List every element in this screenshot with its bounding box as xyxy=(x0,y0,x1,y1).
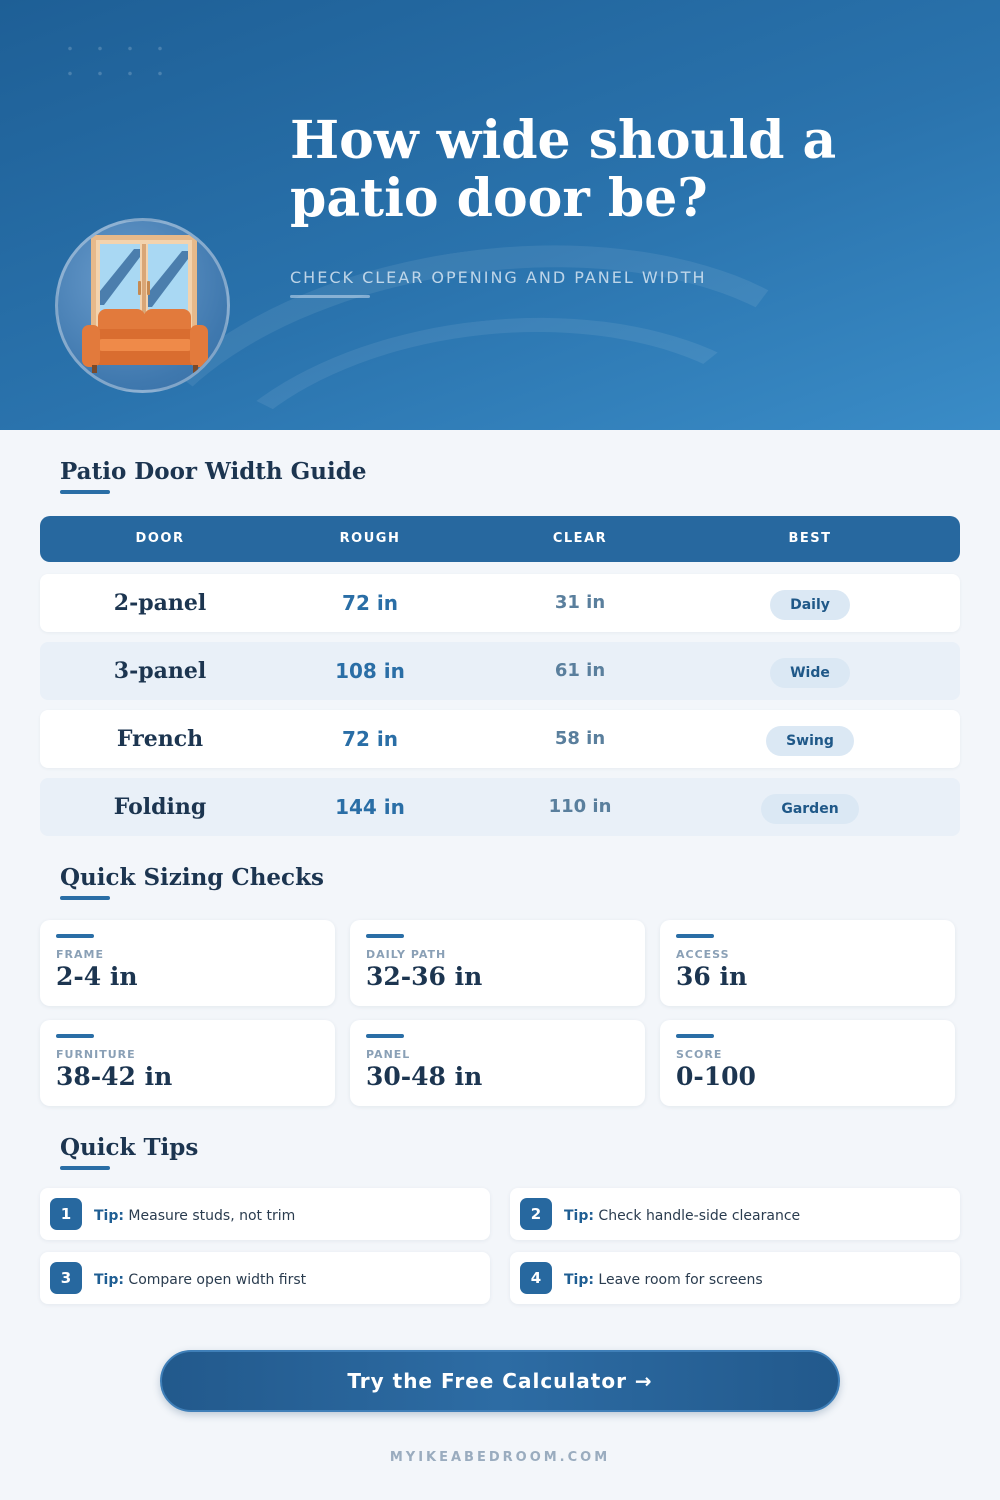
page-title: How wide should a patio door be? xyxy=(290,110,837,229)
section-underline xyxy=(60,490,110,494)
card-accent-bar xyxy=(56,934,94,938)
tip-prefix: Tip: xyxy=(94,1272,124,1288)
column-header-door: DOOR xyxy=(135,531,185,546)
check-value: 0-100 xyxy=(676,1062,756,1091)
clear-width: 58 in xyxy=(554,728,606,749)
tip-number-badge: 4 xyxy=(520,1262,552,1294)
footer-site-name: MYIKEABEDROOM.COM xyxy=(389,1450,611,1465)
card-accent-bar xyxy=(56,1034,94,1038)
sizing-check-card xyxy=(40,1020,335,1106)
column-header-clear: CLEAR xyxy=(552,531,608,546)
tip-prefix: Tip: xyxy=(94,1208,124,1224)
clear-width: 110 in xyxy=(548,796,612,817)
card-accent-bar xyxy=(676,1034,714,1038)
card-accent-bar xyxy=(366,1034,404,1038)
best-for-badge: Daily xyxy=(770,590,850,620)
tip-text: Leave room for screens xyxy=(598,1272,763,1288)
door-type: Folding xyxy=(113,794,207,820)
check-value: 38-42 in xyxy=(56,1062,173,1091)
tip-prefix: Tip: xyxy=(564,1208,594,1224)
subtitle-underline xyxy=(290,295,370,298)
check-value: 2-4 in xyxy=(56,962,138,991)
section-underline xyxy=(60,1166,110,1170)
check-label: FRAME xyxy=(56,948,104,961)
clear-width: 61 in xyxy=(554,660,606,681)
table-row xyxy=(40,710,960,768)
table-row xyxy=(40,778,960,836)
best-for-badge: Swing xyxy=(766,726,854,756)
column-header-rough: ROUGH xyxy=(339,531,401,546)
checks-section-title: Quick Sizing Checks xyxy=(60,864,324,891)
tip-item xyxy=(40,1252,490,1304)
door-type: 2-panel xyxy=(113,590,207,616)
tip-item xyxy=(510,1252,960,1304)
rough-width: 144 in xyxy=(335,795,405,819)
door-type: French xyxy=(116,726,204,752)
tip-item xyxy=(510,1188,960,1240)
table-header xyxy=(40,516,960,562)
rough-width: 108 in xyxy=(335,659,405,683)
tip-item xyxy=(40,1188,490,1240)
best-for-badge: Garden xyxy=(761,794,858,824)
tip-number-badge: 2 xyxy=(520,1198,552,1230)
column-header-best: BEST xyxy=(788,531,832,546)
check-label: PANEL xyxy=(366,1048,411,1061)
tip-text: Compare open width first xyxy=(128,1272,307,1288)
check-value: 30-48 in xyxy=(366,1062,483,1091)
check-label: FURNITURE xyxy=(56,1048,136,1061)
card-accent-bar xyxy=(366,934,404,938)
best-for-badge: Wide xyxy=(770,658,850,688)
sizing-check-card xyxy=(660,920,955,1006)
tip-text: Measure studs, not trim xyxy=(128,1208,296,1224)
check-value: 36 in xyxy=(676,962,748,991)
guide-section-title: Patio Door Width Guide xyxy=(60,458,367,485)
check-value: 32-36 in xyxy=(366,962,483,991)
check-label: ACCESS xyxy=(676,948,730,961)
table-row xyxy=(40,642,960,700)
section-underline xyxy=(60,896,110,900)
hero-banner xyxy=(0,0,1000,430)
tip-number-badge: 3 xyxy=(50,1262,82,1294)
door-type: 3-panel xyxy=(113,658,207,684)
tip-text: Check handle-side clearance xyxy=(598,1208,801,1224)
page-subtitle: CHECK CLEAR OPENING AND PANEL WIDTH xyxy=(290,268,707,287)
card-accent-bar xyxy=(676,934,714,938)
decorative-dots xyxy=(55,36,165,96)
tip-number-badge: 1 xyxy=(50,1198,82,1230)
sizing-check-card xyxy=(350,1020,645,1106)
clear-width: 31 in xyxy=(554,592,606,613)
check-label: SCORE xyxy=(676,1048,723,1061)
tips-section-title: Quick Tips xyxy=(60,1134,199,1161)
sizing-check-card xyxy=(350,920,645,1006)
rough-width: 72 in xyxy=(342,727,398,751)
rough-width: 72 in xyxy=(342,591,398,615)
table-row xyxy=(40,574,960,632)
patio-door-illustration xyxy=(55,218,230,393)
sizing-check-card xyxy=(40,920,335,1006)
tip-prefix: Tip: xyxy=(564,1272,594,1288)
sizing-check-card xyxy=(660,1020,955,1106)
check-label: DAILY PATH xyxy=(366,948,447,961)
free-calculator-button[interactable]: Try the Free Calculator → xyxy=(160,1350,840,1412)
